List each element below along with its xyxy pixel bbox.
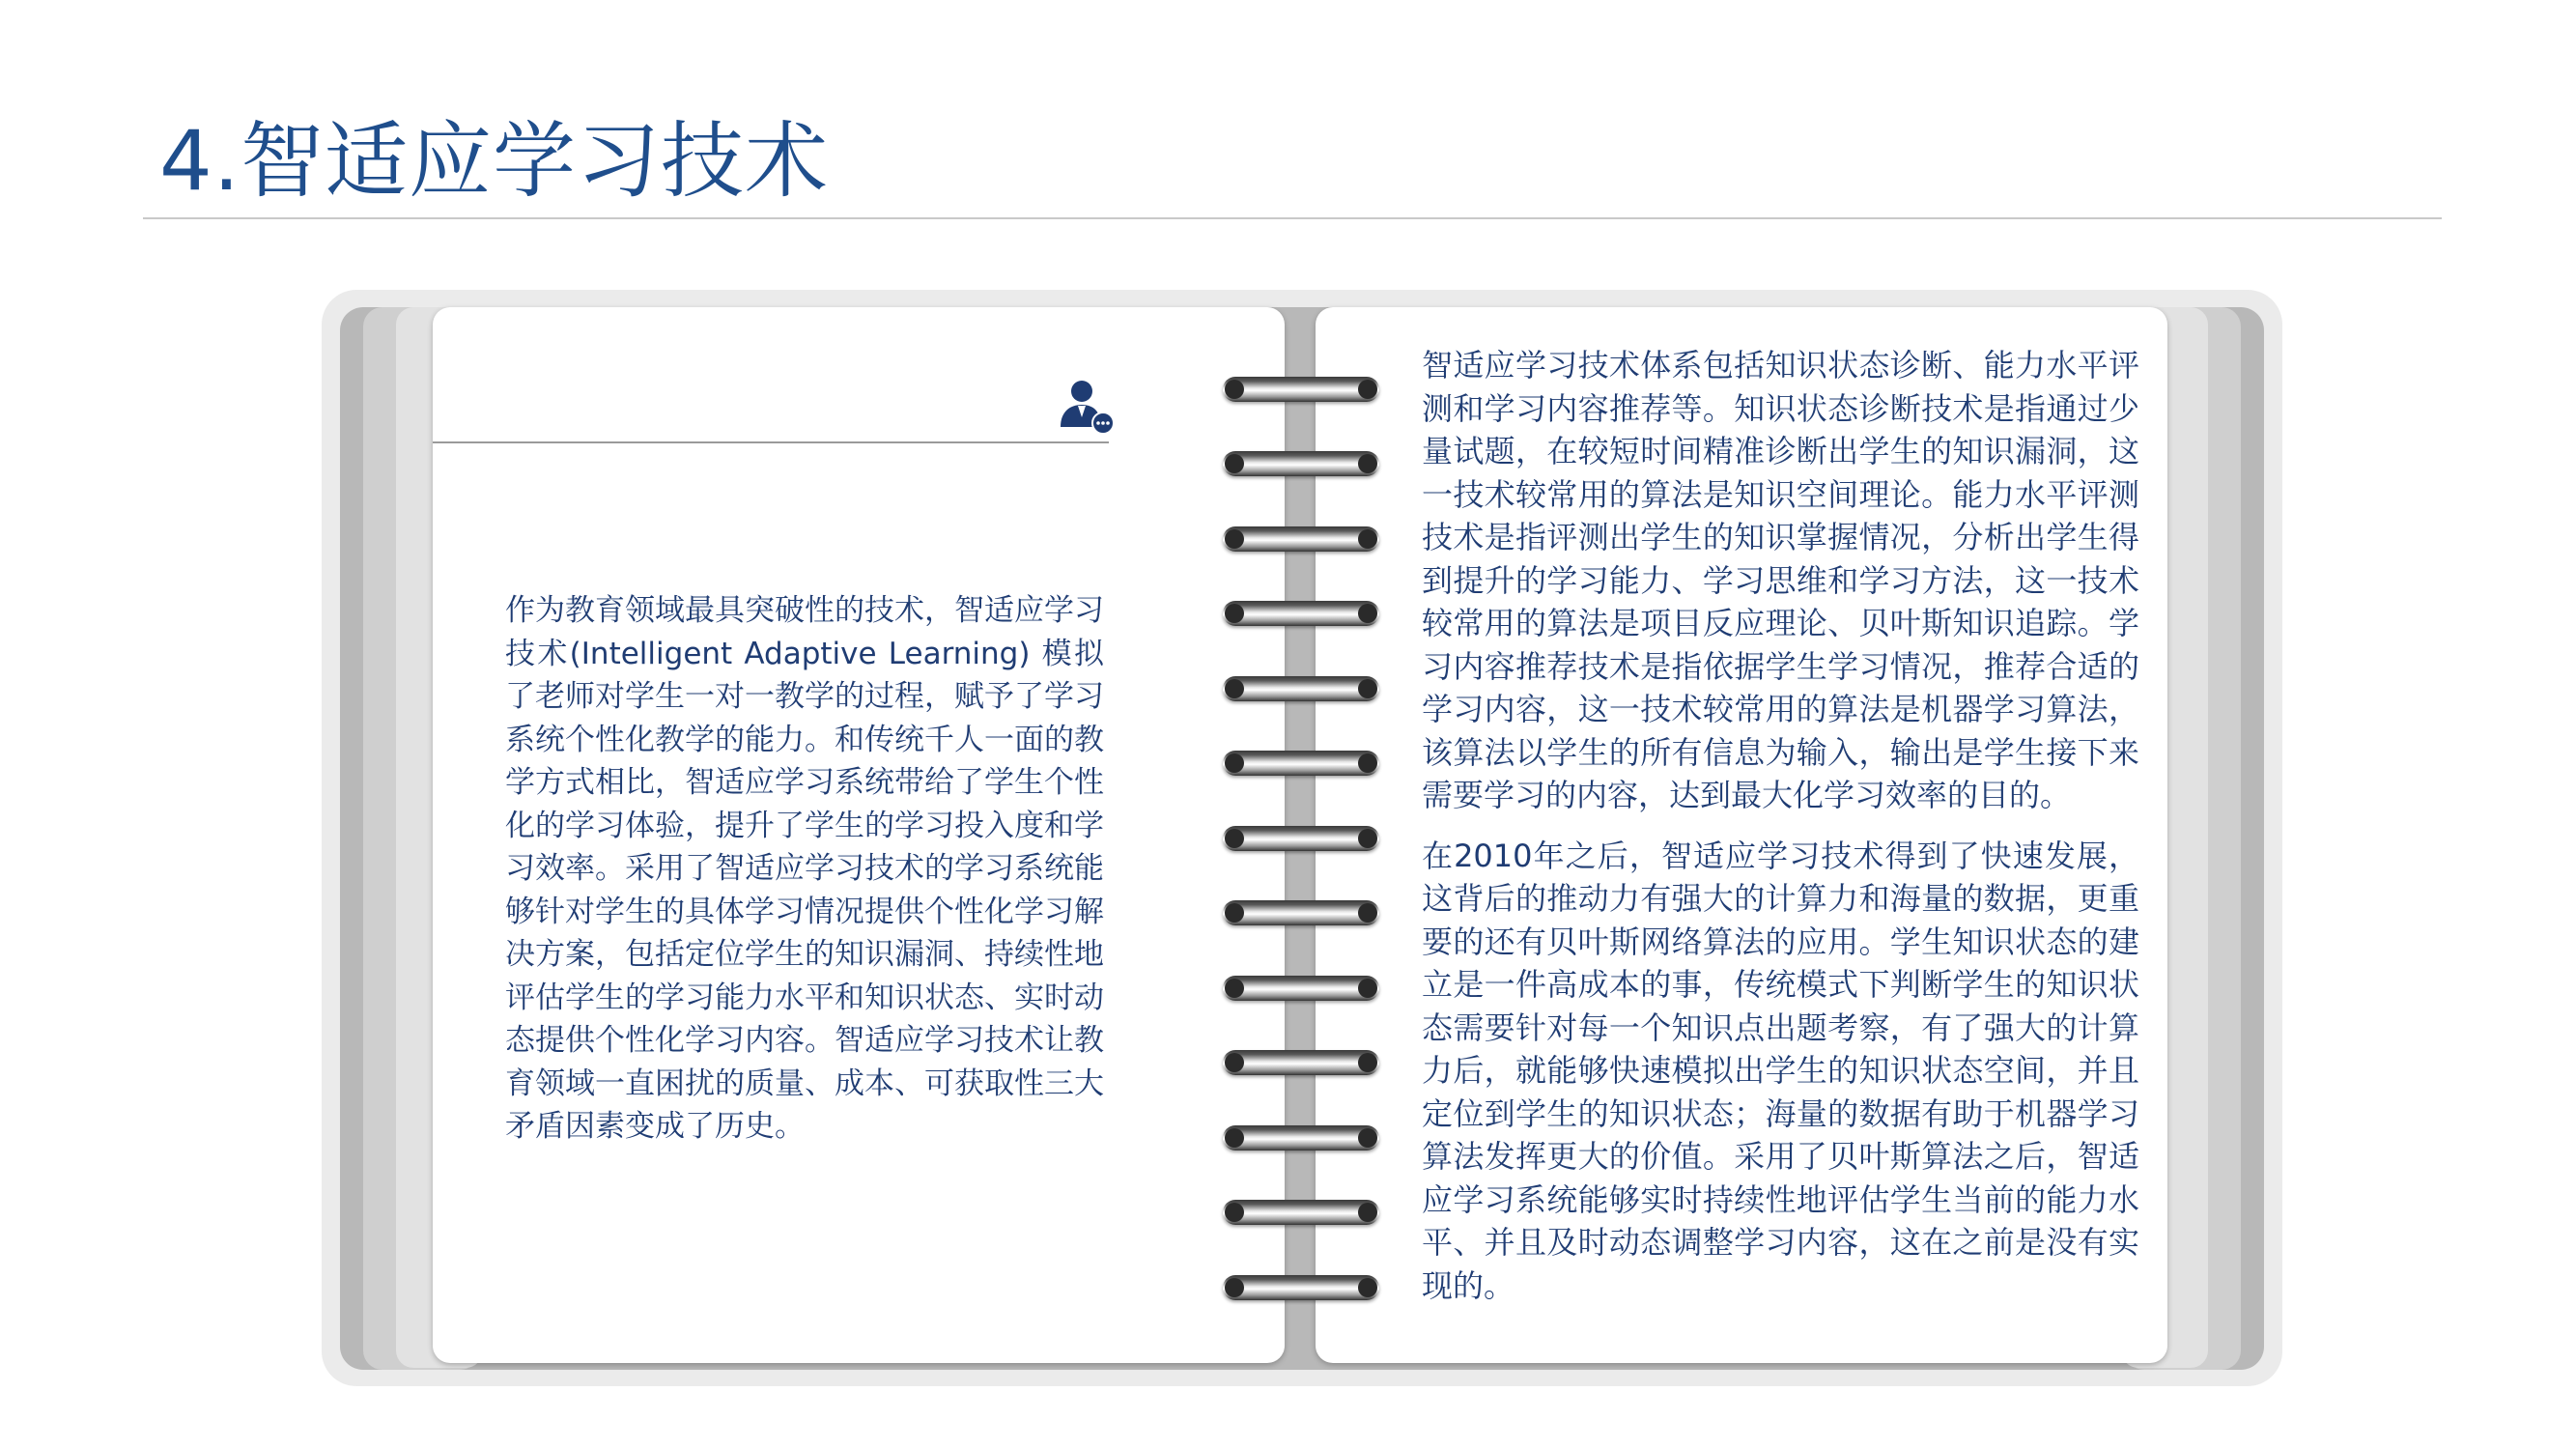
left-page-header-rule xyxy=(433,441,1109,443)
binding-ring xyxy=(1223,1200,1379,1225)
slide-title: 4.智适应学习技术 xyxy=(159,113,830,210)
binding-ring xyxy=(1223,1275,1379,1300)
binding-ring xyxy=(1223,526,1379,552)
binding-ring xyxy=(1223,826,1379,851)
right-page-paragraph-1: 智适应学习技术体系包括知识状态诊断、能力水平评测和学习内容推荐等。知识状态诊断技术是指通过少量试题，在较短时间精准诊断出学生的知识漏洞，这一技术较常用的算法是知识空间理论。能力水平评测技术是指评测出学生的知识掌握情况，分析出学生得到提升的学习能力、学习思维和学习方法，这一技术较常用的算法是项目反应理论、贝叶斯知识追踪。学习内容推荐技术是指依据学生学习情况，推荐合适的学习内容，这一技术较常用的算法是机器学习算法，该算法以学生的所有信息为输入，输出是学生接下来需要学习的内容，达到最大化学习效率的目的。 xyxy=(1422,347,2139,813)
binding-ring xyxy=(1223,900,1379,925)
binding-ring xyxy=(1223,451,1379,476)
right-page-text xyxy=(1422,344,2139,1307)
left-page xyxy=(433,307,1285,1363)
title-divider xyxy=(143,217,2442,219)
binding-ring xyxy=(1223,751,1379,776)
binding-ring xyxy=(1223,377,1379,402)
left-page-paragraph: 作为教育领域最具突破性的技术，智适应学习技术(Intelligent Adaptive Learning) 模拟了老师对学生一对一教学的过程，赋予了学习系统个性化教学的能力。和传统千人一面的教学方式相比，智适应学习系统带给了学生个性化的学习体验，提升了学生的学习投入度和学习效率。采用了智适应学习技术的学习系统能够针对学生的具体学习情况提供个性化学习解决方案，包括定位学生的知识漏洞、持续性地评估学生的学习能力水平和知识状态、实时动态提供个性化学习内容。智适应学习技术让教育领域一直困扰的质量、成本、可获取性三大矛盾因素变成了历史。 xyxy=(505,593,1104,1144)
binding-ring xyxy=(1223,601,1379,626)
binding-ring xyxy=(1223,976,1379,1001)
user-chat-icon xyxy=(1059,379,1117,435)
spiral-binding xyxy=(1217,367,1391,1314)
binding-ring xyxy=(1223,1125,1379,1151)
right-page xyxy=(1316,307,2167,1363)
binding-ring xyxy=(1223,1050,1379,1075)
binding-ring xyxy=(1223,676,1379,701)
right-page-paragraph-2: 在2010年之后，智适应学习技术得到了快速发展，这背后的推动力有强大的计算力和海量的数据，更重要的还有贝叶斯网络算法的应用。学生知识状态的建立是一件高成本的事，传统模式下判断学生的知识状态需要针对每一个知识点出题考察，有了强大的计算力后，就能够快速模拟出学生的知识状态空间，并且定位到学生的知识状态；海量的数据有助于机器学习算法发挥更大的价值。采用了贝叶斯算法之后，智适应学习系统能够实时持续性地评估学生当前的能力水平、并且及时动态调整学习内容，这在之前是没有实现的。 xyxy=(1422,837,2139,1304)
